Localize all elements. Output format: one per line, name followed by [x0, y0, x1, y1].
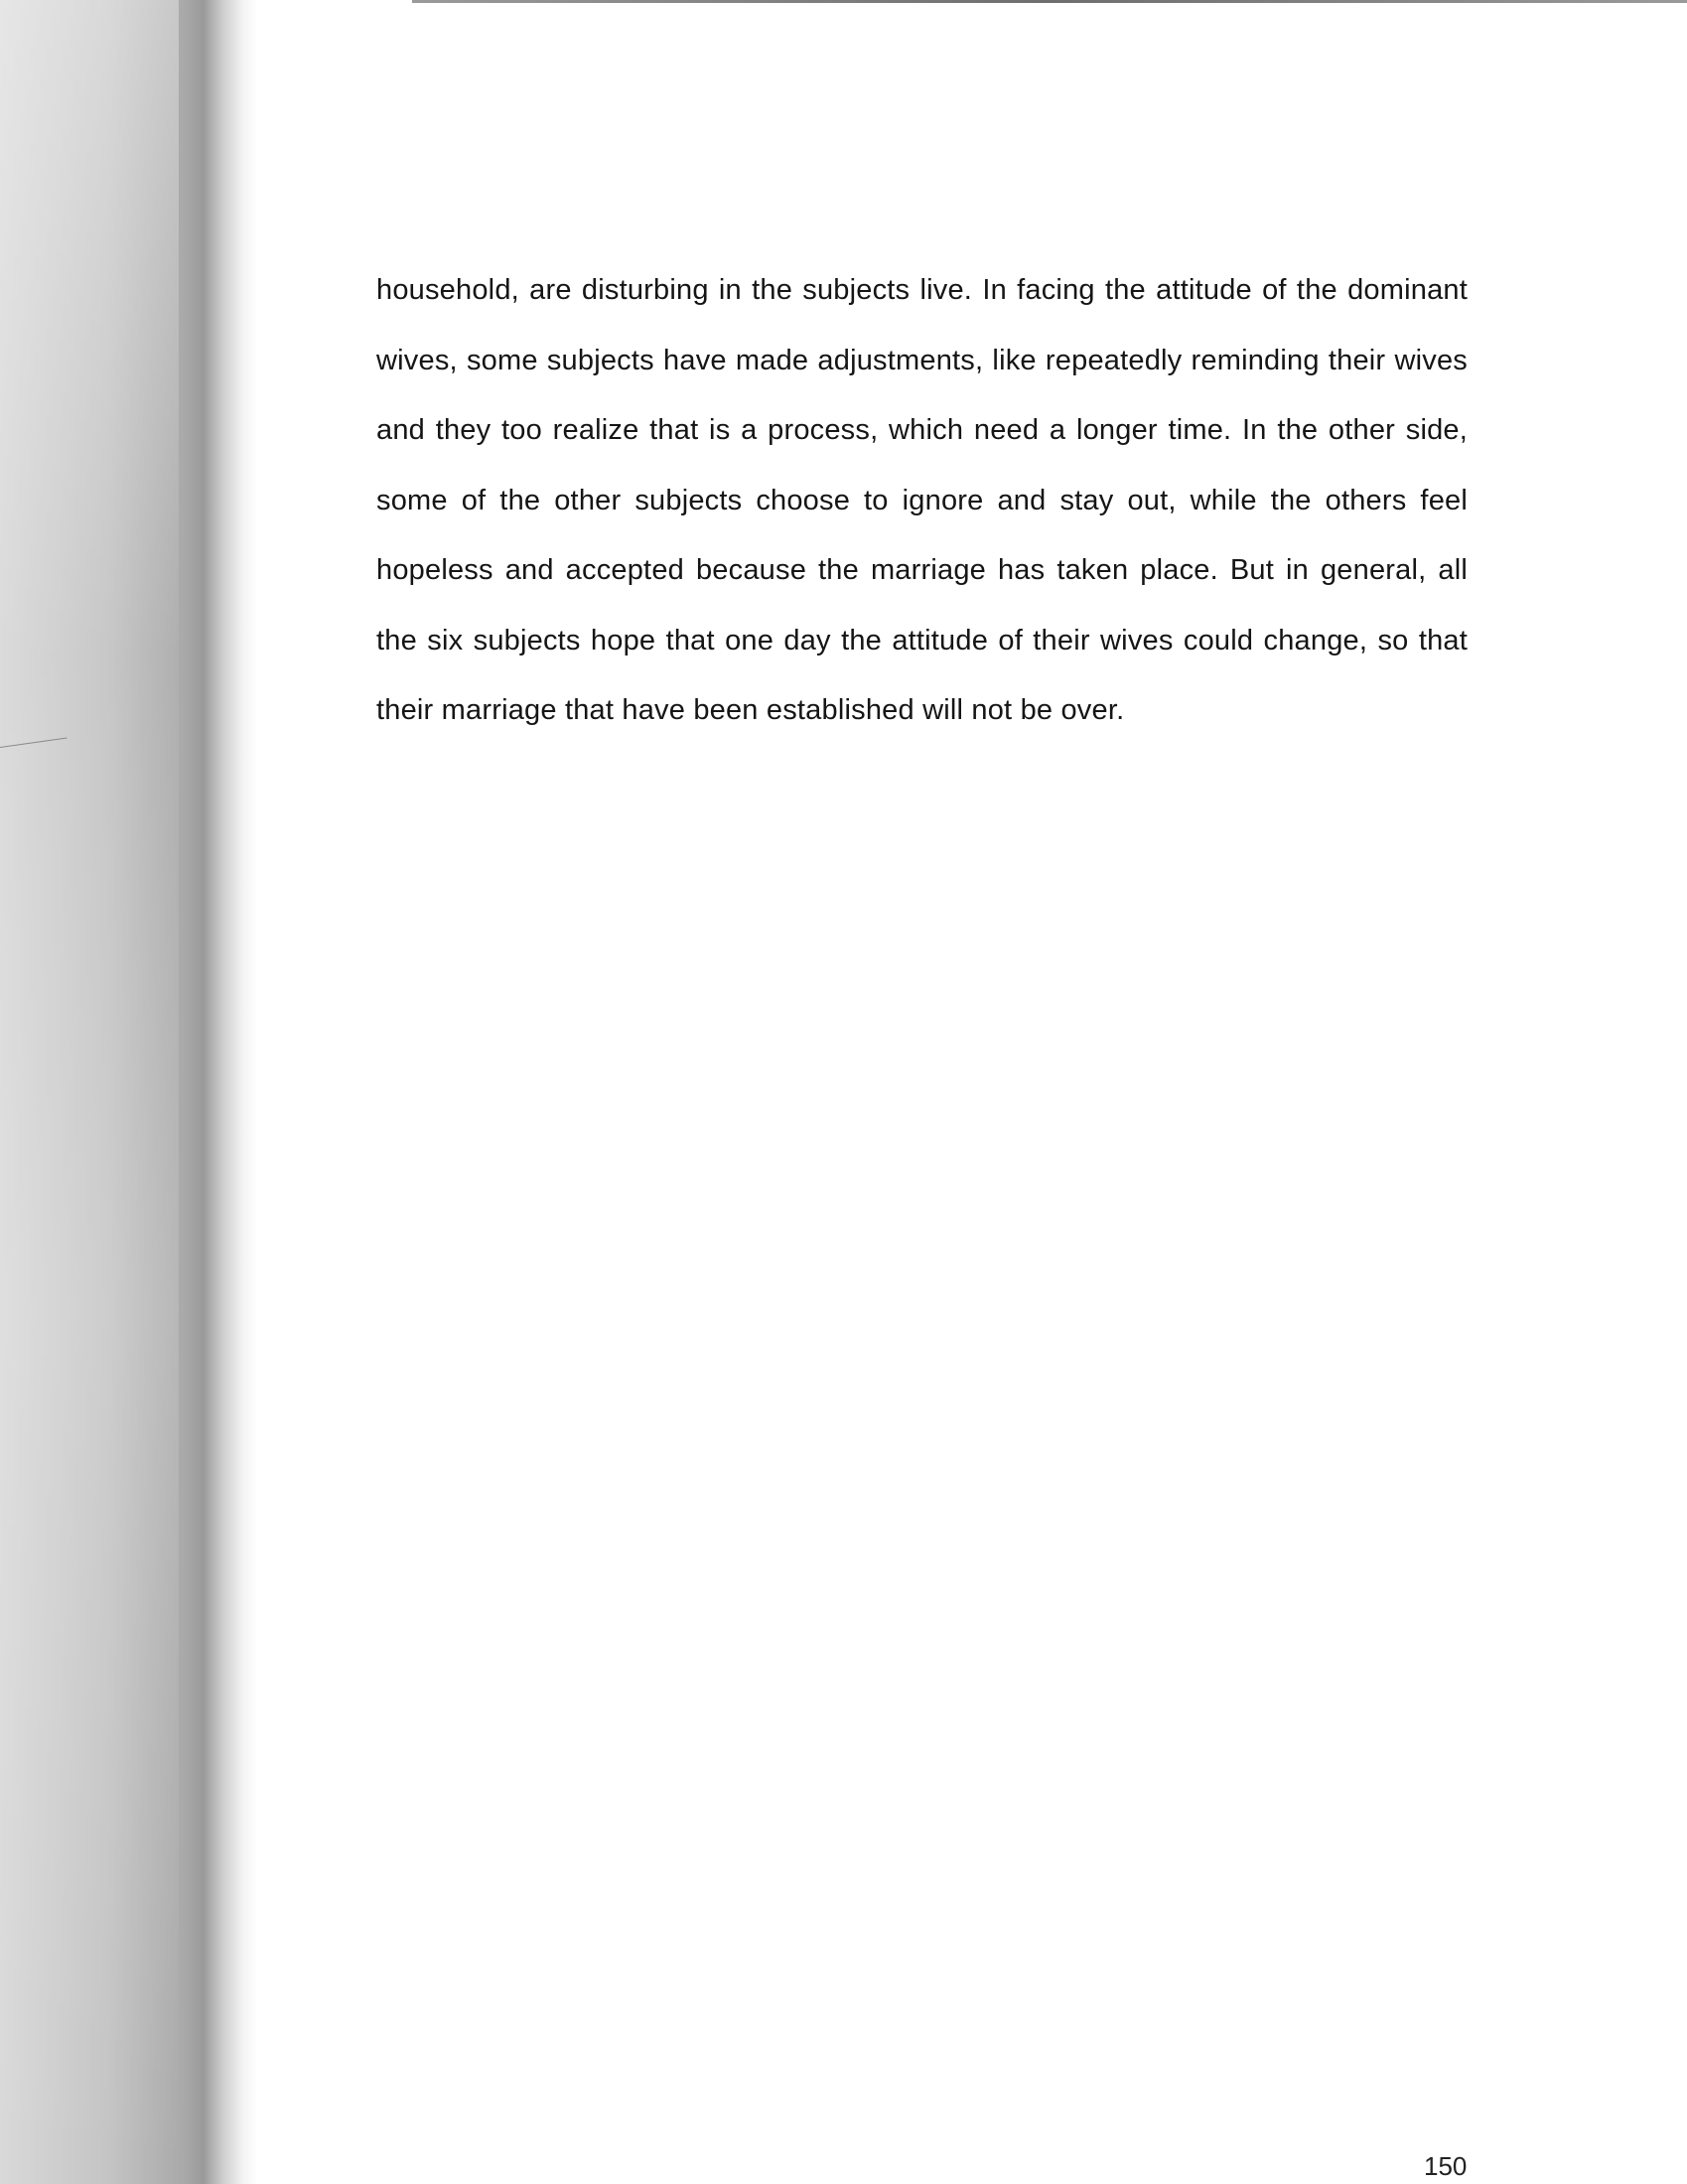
binding-shadow [0, 0, 258, 2184]
page-number: 150 [1424, 2151, 1468, 2181]
top-edge-line [412, 0, 1687, 3]
body-paragraph: household, are disturbing in the subjects live. In facing the attitude of the dominant wives, some subjects have made adjustments, like repeatedly reminding their wives and they too realize that is a process, which need a longer time. In the other side, some of the other subjects choose to ignore and stay out, while the others feel hopeless and accepted because the marriage has taken place. But in general, all the six subjects hope that one day the attitude of their wives could change, so that their marriage that have been established will not be over. [376, 274, 1468, 726]
